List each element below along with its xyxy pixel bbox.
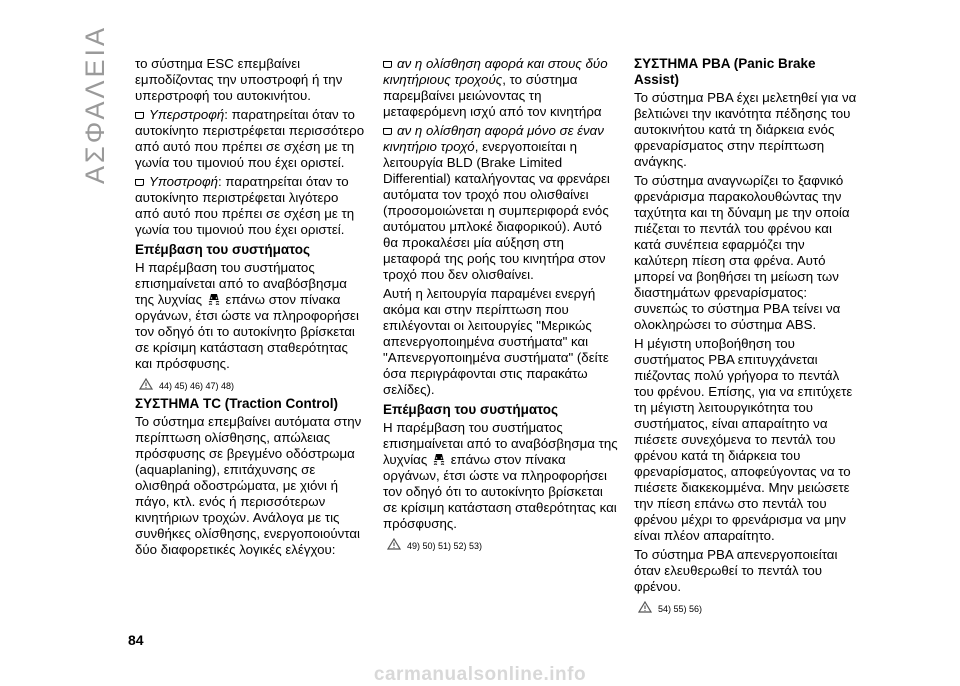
pba-text-3: Η μέγιστη υποβοήθηση του συστήματος PBA επιτυγχάνεται πιέζοντας πολύ γρήγορα το πεντάλ του φρένου. Επίσης, για να επιτύχετε τη μέγιστη λειτουργικότητα του συστήματος, είναι απαραίτητο να πιέσετε συνεχόμενα το πεντάλ του φρένου κατά τη διάρκεια του φρεναρίσματος, αποφεύγοντας να το πιέσετε διακεκομμένα. Μην μειώσετε την πίεση επάνω στο πεντάλ του φρένου μέχρι το φρενάρισμα να μην είναι πλέον απαραίτητο.	[634, 336, 853, 543]
column-left	[135, 56, 365, 561]
warning-references	[638, 601, 859, 615]
tc-text: Το σύστημα επεμβαίνει αυτόματα στην περίπτωση ολίσθησης, απώλειας πρόσφυσης σε βρεγμένο οδόστρωμα (aquaplaning), επιτάχυνσης σε ολισθηρά οδοστρώματα, με χιόνι ή πάγο, κτλ. ενός ή περισσότερων κινητήριων τροχών. Ανάλογα με τις συνθήκες ολίσθησης, ενεργοποιούνται δύο διαφορετικές λογικές ελέγχου:	[135, 414, 362, 557]
tc-intervention-heading: Επέμβαση του συστήματος	[383, 402, 559, 417]
warning-refs-text: 44) 45) 46) 47) 48)	[159, 381, 235, 391]
understeer-text: : παρατηρείται όταν το αυτοκίνητο περιστρέφεται λιγότερο από αυτό που πρέπει σε σχέση με τη γωνία του τιμονιού που έχει οριστεί.	[135, 174, 355, 237]
warning-refs-text: 49) 50) 51) 52) 53)	[407, 541, 483, 551]
column-middle	[383, 56, 618, 556]
page-number: 84	[128, 632, 144, 648]
warning-refs-text: 54) 55) 56)	[658, 604, 703, 614]
warning-triangle-icon	[387, 538, 401, 550]
one-wheel-term: αν η ολίσθηση αφορά μόνο σε έναν κινητήριο τροχό	[383, 123, 604, 154]
bullet-icon	[135, 112, 144, 119]
both-wheels-bullet	[383, 56, 618, 120]
warning-references	[387, 538, 618, 552]
bullet-icon	[135, 179, 144, 186]
esc-intervention-heading: Επέμβαση του συστήματος	[135, 242, 311, 257]
esc-intervention-text	[135, 260, 365, 372]
esc-warning-lamp-icon	[208, 293, 220, 307]
understeer-term: Υποστροφή	[149, 174, 219, 189]
oversteer-term: Υπερστροφή	[149, 107, 225, 122]
oversteer-bullet	[135, 107, 365, 171]
column-right	[634, 56, 859, 619]
warning-references	[139, 378, 365, 392]
function-active-text: Αυτή η λειτουργία παραμένει ενεργή ακόμα και στην περίπτωση που επιλέγονται οι λειτουργίες "Μερικώς απενεργοποιημένα συστήματα" και "Απενεργοποιημένα συστήματα" (δείτε όσα περιγράφονται στις παρακάτω σελίδες).	[383, 286, 609, 397]
tc-heading: ΣΥΣΤΗΜΑ TC (Traction Control)	[135, 396, 338, 411]
intervention-text-a: Η παρέμβαση του συστήματος επισημαίνεται από το αναβόσβησμα της λυχνίας	[135, 260, 347, 307]
pba-text-1: Το σύστημα PBA έχει μελετηθεί για να βελτιώνει την ικανότητα πέδησης του αυτοκινήτου κατά τη διάρκεια ενός φρεναρίσματος στην περίπτωση ανάγκης.	[634, 90, 857, 169]
intervention-text-b: επάνω στον πίνακα οργάνων, έτσι ώστε να πληροφορήσει τον οδηγό ότι το αυτοκίνητο βρίσκεται σε κρίσιμη κατάσταση σταθερότητας και πρόσφυσης.	[135, 292, 359, 371]
bullet-icon	[383, 128, 392, 135]
warning-triangle-icon	[638, 601, 652, 613]
pba-text-4: Το σύστημα PBA απενεργοποιείται όταν ελευθερωθεί το πεντάλ του φρένου.	[634, 547, 838, 594]
section-title: ΑΣΦΑΛΕΙΑ	[80, 24, 110, 184]
esc-intro: το σύστημα ESC επεμβαίνει εμποδίζοντας την υποστροφή ή την υπερστροφή του αυτοκινήτου.	[135, 56, 343, 103]
esc-warning-lamp-icon	[433, 453, 445, 467]
bullet-icon	[383, 61, 392, 68]
one-wheel-bullet	[383, 123, 618, 283]
warning-triangle-icon	[139, 378, 153, 390]
intervention-text-b: επάνω στον πίνακα οργάνων, έτσι ώστε να πληροφορήσει τον οδηγό ότι το αυτοκίνητο βρίσκεται σε κρίσιμη κατάσταση σταθερότητας και πρόσφυσης.	[383, 452, 617, 531]
pba-text-2: Το σύστημα αναγνωρίζει το ξαφνικό φρενάρισμα παρακολουθώντας την ταχύτητα και τη δύναμη με την οποία πιέζεται το πεντάλ του φρένου και κατά συνέπεια εφαρμόζει την καλύτερη πίεση στα φρένα. Αυτό μπορεί να βοηθήσει τη μείωση των διαστημάτων φρεναρίσματος: συνεπώς το σύστημα PBA τείνει να ολοκληρώσει το σύστημα ABS.	[634, 173, 850, 332]
both-wheels-term: αν η ολίσθηση αφορά και στους δύο κινητήριους τροχούς	[383, 56, 608, 87]
intervention-text-a: Η παρέμβαση του συστήματος επισημαίνεται από το αναβόσβησμα της λυχνίας	[383, 420, 618, 467]
understeer-bullet	[135, 174, 365, 238]
pba-heading: ΣΥΣΤΗΜΑ PBA (Panic Brake Assist)	[634, 56, 816, 87]
one-wheel-text: , ενεργοποιείται η λειτουργία BLD (Brake Limited Differential) καταλήγοντας να φρενάρει αυτόματα τον τροχό που ολισθαίνει (προσομοιώνεται η συμπεριφορά ενός αυτόματου μπλοκέ διαφορικού). Αυτό θα προκαλέσει μία αύξηση στη μεταφορά της ροής του κινητήρα στον τροχό που δεν ολισθαίνει.	[383, 139, 610, 282]
both-wheels-text: , το σύστημα παρεμβαίνει μειώνοντας τη μεταφερόμενη ισχύ από τον κινητήρα	[383, 72, 602, 119]
tc-intervention-text	[383, 420, 618, 532]
watermark-footer: carmanualsonline.info	[373, 664, 587, 685]
oversteer-text: : παρατηρείται όταν το αυτοκίνητο περιστρέφεται περισσότερο από αυτό που πρέπει σε σχέση με τη γωνία του τιμονιού που έχει οριστεί.	[135, 107, 365, 170]
